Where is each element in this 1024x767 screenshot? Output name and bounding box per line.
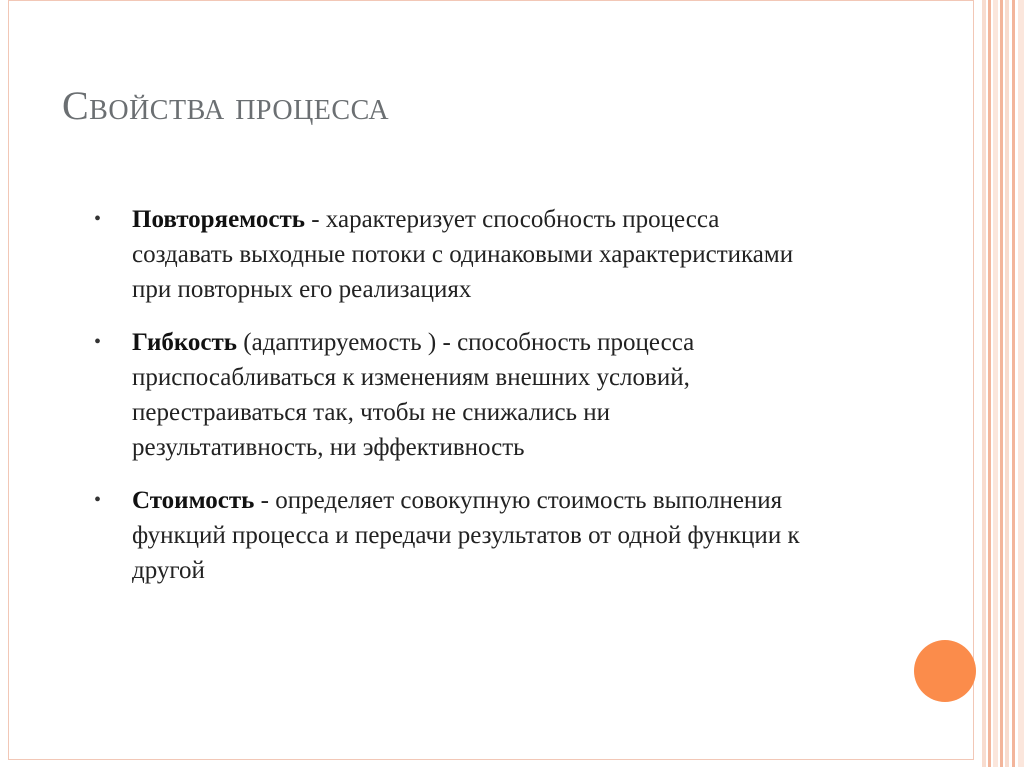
bullet-text: (адаптируемость ) - способность процесса приспосабливаться к изменениям внешних условий, перестраиваться так, чтобы не снижались ни результативность, ни эффективность xyxy=(132,329,695,461)
bullet-item-repeatability xyxy=(92,202,802,307)
right-decorative-stripes xyxy=(982,0,1024,767)
stripe-1 xyxy=(982,0,986,767)
bullet-dot-icon: • xyxy=(94,331,102,353)
stripe-6 xyxy=(1012,0,1015,767)
stripe-5 xyxy=(1005,0,1009,767)
bullet-dot-icon: • xyxy=(94,489,102,511)
orange-circle-decoration xyxy=(914,640,976,702)
bullet-item-cost xyxy=(92,483,802,588)
bullet-term: Стоимость xyxy=(132,487,255,514)
bullet-term: Гибкость xyxy=(132,329,238,356)
bullet-dot-icon: • xyxy=(94,208,102,230)
stripe-7 xyxy=(1018,0,1024,767)
bullet-item-flexibility xyxy=(92,325,802,465)
bullet-term: Повторяемость xyxy=(132,206,305,233)
stripe-4 xyxy=(1000,0,1003,767)
stripe-2 xyxy=(988,0,991,767)
stripe-3 xyxy=(993,0,998,767)
bullet-text: - определяет совокупную стоимость выполнения функций процесса и передачи результатов от одной функции к другой xyxy=(132,487,800,584)
bullet-text: - характеризует способность процесса создавать выходные потоки с одинаковыми характеристиками при повторных его реализациях xyxy=(132,206,794,303)
bullet-list xyxy=(92,202,802,606)
slide-title: Свойства процесса xyxy=(62,83,390,128)
